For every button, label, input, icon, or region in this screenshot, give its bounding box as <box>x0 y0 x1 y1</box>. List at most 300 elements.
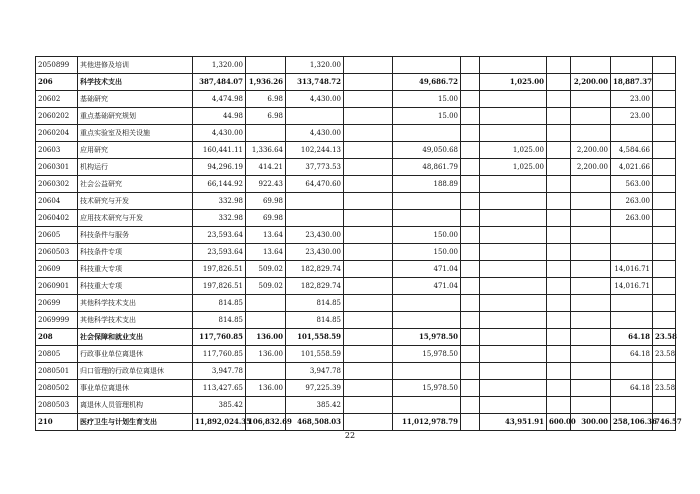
amount-cell: 2,200.00 <box>571 142 611 159</box>
budget-expenditure-table <box>35 56 682 431</box>
amount-cell <box>611 397 653 414</box>
amount-cell <box>653 278 676 295</box>
subject-code-cell: 20604 <box>36 193 78 210</box>
amount-cell <box>246 397 286 414</box>
subject-code-cell: 20603 <box>36 142 78 159</box>
amount-cell: 563.00 <box>611 176 653 193</box>
amount-cell <box>653 91 676 108</box>
subject-name-cell: 事业单位离退休 <box>78 380 193 397</box>
amount-cell: 37,773.53 <box>286 159 344 176</box>
amount-cell: 106,832.69 <box>246 414 286 431</box>
amount-cell <box>461 193 480 210</box>
subject-name-cell: 科技条件专项 <box>78 244 193 261</box>
amount-cell <box>461 329 480 346</box>
amount-cell: 150.00 <box>393 244 461 261</box>
amount-cell <box>286 108 344 125</box>
amount-cell <box>547 312 571 329</box>
amount-cell: 15.00 <box>393 91 461 108</box>
amount-cell <box>480 125 547 142</box>
amount-cell <box>344 397 393 414</box>
table-row <box>36 108 676 125</box>
amount-cell: 43,951.91 <box>480 414 547 431</box>
amount-cell: 814.85 <box>286 295 344 312</box>
amount-cell <box>653 261 676 278</box>
amount-cell <box>653 227 676 244</box>
amount-cell <box>547 57 571 74</box>
amount-cell: 44.98 <box>193 108 246 125</box>
amount-cell <box>246 295 286 312</box>
amount-cell <box>480 346 547 363</box>
amount-cell <box>653 244 676 261</box>
amount-cell: 4,584.66 <box>611 142 653 159</box>
amount-cell <box>571 312 611 329</box>
amount-cell <box>461 108 480 125</box>
amount-cell <box>547 74 571 91</box>
amount-cell <box>461 227 480 244</box>
amount-cell: 922.43 <box>246 176 286 193</box>
amount-cell: 509.02 <box>246 261 286 278</box>
amount-cell: 3,947.78 <box>193 363 246 380</box>
subject-name-cell: 其他科学技术支出 <box>78 312 193 329</box>
amount-cell <box>461 414 480 431</box>
amount-cell: 1,936.26 <box>246 74 286 91</box>
amount-cell: 471.04 <box>393 278 461 295</box>
amount-cell: 4,430.00 <box>286 125 344 142</box>
amount-cell <box>653 159 676 176</box>
amount-cell: 2,200.00 <box>571 74 611 91</box>
amount-cell <box>393 57 461 74</box>
subject-name-cell: 应用技术研究与开发 <box>78 210 193 227</box>
table-row <box>36 295 676 312</box>
amount-cell: 182,829.74 <box>286 278 344 295</box>
amount-cell <box>461 380 480 397</box>
amount-cell <box>344 295 393 312</box>
table-row <box>36 397 676 414</box>
amount-cell: 117,760.85 <box>193 329 246 346</box>
table-row <box>36 414 676 431</box>
amount-cell <box>547 363 571 380</box>
amount-cell: 64.18 <box>611 380 653 397</box>
amount-cell <box>461 125 480 142</box>
amount-cell <box>480 329 547 346</box>
subject-name-cell: 科技条件与服务 <box>78 227 193 244</box>
subject-name-cell: 重点实验室及相关设施 <box>78 125 193 142</box>
table-row <box>36 363 676 380</box>
amount-cell <box>653 57 676 74</box>
subject-code-cell: 2080503 <box>36 397 78 414</box>
amount-cell <box>653 363 676 380</box>
amount-cell: 468,508.03 <box>286 414 344 431</box>
amount-cell: 11,012,978.79 <box>393 414 461 431</box>
amount-cell <box>480 295 547 312</box>
subject-name-cell: 社会保障和就业支出 <box>78 329 193 346</box>
table-row <box>36 142 676 159</box>
amount-cell <box>461 295 480 312</box>
amount-cell <box>393 397 461 414</box>
subject-name-cell: 机构运行 <box>78 159 193 176</box>
amount-cell: 509.02 <box>246 278 286 295</box>
amount-cell <box>571 125 611 142</box>
amount-cell: 160,441.11 <box>193 142 246 159</box>
amount-cell <box>461 57 480 74</box>
amount-cell: 49,686.72 <box>393 74 461 91</box>
amount-cell <box>571 278 611 295</box>
amount-cell <box>344 193 393 210</box>
amount-cell: 136.00 <box>246 380 286 397</box>
amount-cell <box>571 329 611 346</box>
amount-cell <box>461 159 480 176</box>
amount-cell <box>653 312 676 329</box>
amount-cell <box>461 244 480 261</box>
amount-cell: 1,025.00 <box>480 74 547 91</box>
amount-cell <box>344 363 393 380</box>
amount-cell <box>344 278 393 295</box>
amount-cell <box>393 193 461 210</box>
table-body <box>36 57 682 431</box>
amount-cell <box>571 244 611 261</box>
amount-cell: 471.04 <box>393 261 461 278</box>
amount-cell: 182,829.74 <box>286 261 344 278</box>
table-row <box>36 380 676 397</box>
table-row <box>36 74 676 91</box>
amount-cell <box>571 210 611 227</box>
amount-cell: 64.18 <box>611 329 653 346</box>
table-row <box>36 227 676 244</box>
amount-cell <box>547 159 571 176</box>
amount-cell: 23,593.64 <box>193 244 246 261</box>
amount-cell: 23,430.00 <box>286 227 344 244</box>
amount-cell: 263.00 <box>611 210 653 227</box>
amount-cell: 23.00 <box>611 108 653 125</box>
amount-cell: 69.98 <box>246 193 286 210</box>
amount-cell <box>461 210 480 227</box>
amount-cell <box>480 261 547 278</box>
amount-cell: 385.42 <box>286 397 344 414</box>
table-row <box>36 125 676 142</box>
amount-cell <box>571 108 611 125</box>
subject-name-cell: 应用研究 <box>78 142 193 159</box>
amount-cell: 136.00 <box>246 329 286 346</box>
amount-cell: 313,748.72 <box>286 74 344 91</box>
subject-code-cell: 2060302 <box>36 176 78 193</box>
subject-code-cell: 2080502 <box>36 380 78 397</box>
amount-cell <box>393 312 461 329</box>
amount-cell: 1,025.00 <box>480 159 547 176</box>
amount-cell <box>344 91 393 108</box>
subject-name-cell: 其他进修及培训 <box>78 57 193 74</box>
subject-code-cell: 20602 <box>36 91 78 108</box>
amount-cell <box>547 380 571 397</box>
amount-cell <box>480 193 547 210</box>
subject-name-cell: 科技重大专项 <box>78 261 193 278</box>
amount-cell: 1,320.00 <box>193 57 246 74</box>
amount-cell <box>547 176 571 193</box>
amount-cell: 48,861.79 <box>393 159 461 176</box>
amount-cell: 2,200.00 <box>571 159 611 176</box>
amount-cell <box>461 74 480 91</box>
subject-code-cell: 2060204 <box>36 125 78 142</box>
subject-code-cell: 2060301 <box>36 159 78 176</box>
table-row <box>36 193 676 210</box>
amount-cell <box>461 312 480 329</box>
amount-cell: 15,978.50 <box>393 346 461 363</box>
amount-cell <box>611 227 653 244</box>
amount-cell <box>571 380 611 397</box>
amount-cell: 101,558.59 <box>286 329 344 346</box>
amount-cell <box>344 261 393 278</box>
amount-cell <box>653 193 676 210</box>
amount-cell: 414.21 <box>246 159 286 176</box>
amount-cell <box>344 159 393 176</box>
amount-cell <box>547 108 571 125</box>
amount-cell: 23.58 <box>653 346 676 363</box>
subject-name-cell: 归口管理的行政单位离退休 <box>78 363 193 380</box>
amount-cell <box>547 346 571 363</box>
amount-cell: 263.00 <box>611 193 653 210</box>
page-number: 22 <box>344 431 356 440</box>
amount-cell: 1,336.64 <box>246 142 286 159</box>
amount-cell <box>547 142 571 159</box>
subject-code-cell: 20609 <box>36 261 78 278</box>
amount-cell <box>480 210 547 227</box>
amount-cell: 13.64 <box>246 227 286 244</box>
amount-cell <box>653 108 676 125</box>
amount-cell <box>286 193 344 210</box>
subject-code-cell: 20805 <box>36 346 78 363</box>
amount-cell: 6.98 <box>246 108 286 125</box>
amount-cell <box>393 125 461 142</box>
table-row <box>36 176 676 193</box>
amount-cell: 13.64 <box>246 244 286 261</box>
amount-cell <box>480 57 547 74</box>
amount-cell <box>653 210 676 227</box>
amount-cell: 11,892,024.35 <box>193 414 246 431</box>
amount-cell <box>571 176 611 193</box>
amount-cell: 197,826.51 <box>193 261 246 278</box>
subject-name-cell: 其他科学技术支出 <box>78 295 193 312</box>
amount-cell: 136.00 <box>246 346 286 363</box>
amount-cell <box>547 295 571 312</box>
amount-cell <box>480 91 547 108</box>
amount-cell <box>344 74 393 91</box>
amount-cell: 18,887.37 <box>611 74 653 91</box>
amount-cell <box>344 329 393 346</box>
amount-cell <box>344 57 393 74</box>
amount-cell: 64,470.60 <box>286 176 344 193</box>
amount-cell <box>344 108 393 125</box>
amount-cell: 4,021.66 <box>611 159 653 176</box>
amount-cell <box>611 125 653 142</box>
amount-cell: 66,144.92 <box>193 176 246 193</box>
subject-code-cell: 2060901 <box>36 278 78 295</box>
amount-cell <box>461 91 480 108</box>
amount-cell: 258,106.36 <box>611 414 653 431</box>
amount-cell <box>653 397 676 414</box>
amount-cell: 101,558.59 <box>286 346 344 363</box>
amount-cell <box>571 261 611 278</box>
amount-cell <box>547 244 571 261</box>
amount-cell: 1,320.00 <box>286 57 344 74</box>
amount-cell: 4,430.00 <box>286 91 344 108</box>
table-row <box>36 210 676 227</box>
table-row <box>36 91 676 108</box>
subject-code-cell: 2050899 <box>36 57 78 74</box>
subject-code-cell: 20605 <box>36 227 78 244</box>
subject-name-cell: 技术研究与开发 <box>78 193 193 210</box>
amount-cell <box>286 210 344 227</box>
amount-cell: 4,474.98 <box>193 91 246 108</box>
amount-cell: 15.00 <box>393 108 461 125</box>
amount-cell <box>547 329 571 346</box>
amount-cell <box>344 176 393 193</box>
amount-cell <box>571 227 611 244</box>
amount-cell: 188.89 <box>393 176 461 193</box>
amount-cell: 23.58 <box>653 329 676 346</box>
table-row <box>36 278 676 295</box>
amount-cell: 814.85 <box>286 312 344 329</box>
amount-cell: 300.00 <box>571 414 611 431</box>
amount-cell <box>480 363 547 380</box>
amount-cell <box>653 74 676 91</box>
amount-cell <box>344 142 393 159</box>
amount-cell <box>246 57 286 74</box>
amount-cell <box>246 363 286 380</box>
amount-cell <box>571 397 611 414</box>
amount-cell <box>461 363 480 380</box>
amount-cell <box>344 210 393 227</box>
subject-name-cell: 离退休人员管理机构 <box>78 397 193 414</box>
amount-cell <box>611 57 653 74</box>
amount-cell <box>611 363 653 380</box>
amount-cell <box>480 278 547 295</box>
amount-cell: 746.57 <box>653 414 676 431</box>
subject-code-cell: 2069999 <box>36 312 78 329</box>
subject-name-cell: 重点基础研究规划 <box>78 108 193 125</box>
amount-cell: 814.85 <box>193 295 246 312</box>
subject-name-cell: 社会公益研究 <box>78 176 193 193</box>
amount-cell: 113,427.65 <box>193 380 246 397</box>
amount-cell <box>547 261 571 278</box>
amount-cell <box>611 312 653 329</box>
amount-cell: 49,050.68 <box>393 142 461 159</box>
amount-cell: 3,947.78 <box>286 363 344 380</box>
amount-cell: 6.98 <box>246 91 286 108</box>
amount-cell <box>461 261 480 278</box>
amount-cell: 15,978.50 <box>393 380 461 397</box>
subject-code-cell: 20699 <box>36 295 78 312</box>
amount-cell <box>480 380 547 397</box>
amount-cell: 64.18 <box>611 346 653 363</box>
subject-name-cell: 科技重大专项 <box>78 278 193 295</box>
table-row <box>36 244 676 261</box>
amount-cell <box>393 295 461 312</box>
amount-cell <box>344 244 393 261</box>
amount-cell <box>547 397 571 414</box>
subject-code-cell: 210 <box>36 414 78 431</box>
amount-cell <box>547 227 571 244</box>
amount-cell <box>653 295 676 312</box>
amount-cell <box>344 125 393 142</box>
amount-cell <box>571 346 611 363</box>
amount-cell: 332.98 <box>193 193 246 210</box>
amount-cell <box>393 363 461 380</box>
table-row <box>36 346 676 363</box>
amount-cell <box>480 312 547 329</box>
amount-cell <box>344 312 393 329</box>
subject-code-cell: 2080501 <box>36 363 78 380</box>
subject-code-cell: 2060503 <box>36 244 78 261</box>
amount-cell <box>344 414 393 431</box>
amount-cell <box>653 176 676 193</box>
amount-cell <box>480 397 547 414</box>
amount-cell: 14,016.71 <box>611 278 653 295</box>
amount-cell: 23.00 <box>611 91 653 108</box>
amount-cell <box>461 142 480 159</box>
amount-cell: 102,244.13 <box>286 142 344 159</box>
amount-cell <box>344 227 393 244</box>
amount-cell <box>547 278 571 295</box>
amount-cell <box>571 363 611 380</box>
subject-code-cell: 206 <box>36 74 78 91</box>
amount-cell: 23,430.00 <box>286 244 344 261</box>
amount-cell <box>246 312 286 329</box>
amount-cell: 23,593.64 <box>193 227 246 244</box>
amount-cell <box>611 244 653 261</box>
table-row <box>36 57 676 74</box>
subject-code-cell: 2060402 <box>36 210 78 227</box>
subject-name-cell: 基础研究 <box>78 91 193 108</box>
amount-cell <box>547 125 571 142</box>
amount-cell <box>344 346 393 363</box>
amount-cell <box>653 125 676 142</box>
amount-cell <box>461 397 480 414</box>
amount-cell <box>480 108 547 125</box>
amount-cell <box>480 227 547 244</box>
amount-cell: 14,016.71 <box>611 261 653 278</box>
amount-cell <box>571 295 611 312</box>
amount-cell: 387,484.07 <box>193 74 246 91</box>
amount-cell <box>547 210 571 227</box>
subject-code-cell: 2060202 <box>36 108 78 125</box>
amount-cell <box>461 176 480 193</box>
amount-cell: 97,225.39 <box>286 380 344 397</box>
amount-cell <box>571 57 611 74</box>
amount-cell <box>461 346 480 363</box>
amount-cell: 15,978.50 <box>393 329 461 346</box>
amount-cell: 117,760.85 <box>193 346 246 363</box>
amount-cell <box>571 193 611 210</box>
amount-cell: 23.58 <box>653 380 676 397</box>
amount-cell <box>246 125 286 142</box>
amount-cell <box>461 278 480 295</box>
table-row <box>36 329 676 346</box>
subject-code-cell: 208 <box>36 329 78 346</box>
amount-cell: 94,296.19 <box>193 159 246 176</box>
amount-cell <box>480 244 547 261</box>
amount-cell <box>393 210 461 227</box>
amount-cell: 332.98 <box>193 210 246 227</box>
amount-cell <box>344 380 393 397</box>
table-row <box>36 159 676 176</box>
subject-name-cell: 医疗卫生与计划生育支出 <box>78 414 193 431</box>
subject-name-cell: 行政事业单位离退休 <box>78 346 193 363</box>
amount-cell <box>547 193 571 210</box>
amount-cell: 197,826.51 <box>193 278 246 295</box>
amount-cell: 600.00 <box>547 414 571 431</box>
amount-cell <box>653 142 676 159</box>
amount-cell: 4,430.00 <box>193 125 246 142</box>
subject-name-cell: 科学技术支出 <box>78 74 193 91</box>
